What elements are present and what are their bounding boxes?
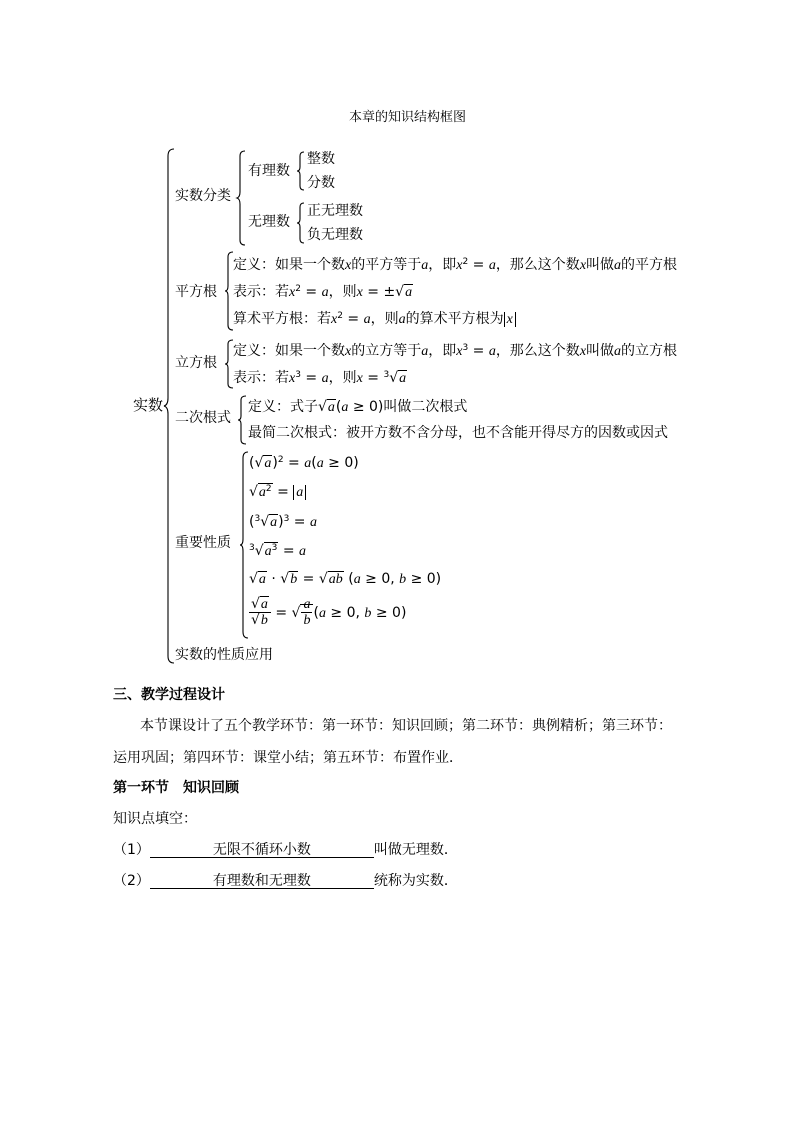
cube-root-notation: 表示：若$x^3 = a$，则x = $^3$√a xyxy=(233,370,407,386)
quadratic-radical-brace xyxy=(238,395,248,445)
root-brace xyxy=(164,148,176,664)
property-3: $(^3√a)^3 = a$ xyxy=(249,514,317,530)
section-paragraph-line2: 运用巩固；第四环节：课堂小结；第五环节：布置作业． xyxy=(113,750,463,766)
rational-item-integer: 整数 xyxy=(307,151,335,167)
square-root-label: 平方根 xyxy=(175,284,217,300)
properties-label: 重要性质 xyxy=(175,535,231,551)
arithmetic-square-root: 算术平方根：若$x^2 = a$，则a的算术平方根为 x xyxy=(233,312,516,327)
section-heading: 三、教学过程设计 xyxy=(113,687,225,703)
fill-item-2: （2） 有理数和无理数 统称为实数． xyxy=(113,873,458,889)
irrational-item-negative: 负无理数 xyxy=(307,227,363,243)
section-paragraph-line1: 本节课设计了五个教学环节：第一环节：知识回顾；第二环节：典例精析；第三环节： xyxy=(140,718,672,734)
irrational-brace xyxy=(297,202,306,244)
root-label: 实数 xyxy=(133,396,164,414)
property-1: $(√a)^2 = a(a \ge 0)$ xyxy=(249,455,359,471)
square-root-definition: 定义：如果一个数x的平方等于a，即$x^2 = a$，那么这个数x叫做a的平方根 xyxy=(233,257,678,273)
page-title: 本章的知识结构框图 xyxy=(349,110,467,125)
simplest-radical: 最简二次根式：被开方数不含分母，也不含能开得尽方的因数或因式 xyxy=(248,425,668,441)
square-root-notation: 表示：若$x^2 = a$，则x = ±√a xyxy=(233,284,413,300)
application-label: 实数的性质应用 xyxy=(175,647,273,663)
rational-item-fraction: 分数 xyxy=(307,175,335,191)
fill-item-1: （1） 无限不循环小数 叫做无理数． xyxy=(113,842,458,858)
cube-root-label: 立方根 xyxy=(175,355,217,371)
property-2: $√a^2 = a$ xyxy=(249,485,306,500)
fill-answer-1: 无限不循环小数 xyxy=(150,843,374,858)
property-6: $\frac{√a}{√b}$ = √ $\frac{a}{b}$ (a ≥ 0, b ≥ 0) xyxy=(251,596,407,629)
classification-brace xyxy=(237,150,247,246)
rational-brace xyxy=(297,151,306,191)
rational-label: 有理数 xyxy=(248,163,290,179)
fill-answer-2: 有理数和无理数 xyxy=(150,874,374,889)
property-4: $^3√a^3 = a$ xyxy=(249,543,307,559)
subsection-heading: 第一环节 知识回顾 xyxy=(113,780,239,796)
quadratic-radical-label: 二次根式 xyxy=(175,410,231,426)
property-5: √a · √b = √ab (a ≥ 0, b ≥ 0) xyxy=(249,571,442,587)
fill-blank-label: 知识点填空： xyxy=(113,811,197,827)
irrational-label: 无理数 xyxy=(248,214,290,230)
cube-root-definition: 定义：如果一个数x的立方等于a，即$x^3 = a$，那么这个数x叫做a的立方根 xyxy=(233,343,678,359)
classification-label: 实数分类 xyxy=(175,188,231,204)
irrational-item-positive: 正无理数 xyxy=(307,203,363,219)
quadratic-radical-definition: 定义：式子√a(a ≥ 0)叫做二次根式 xyxy=(248,399,468,415)
